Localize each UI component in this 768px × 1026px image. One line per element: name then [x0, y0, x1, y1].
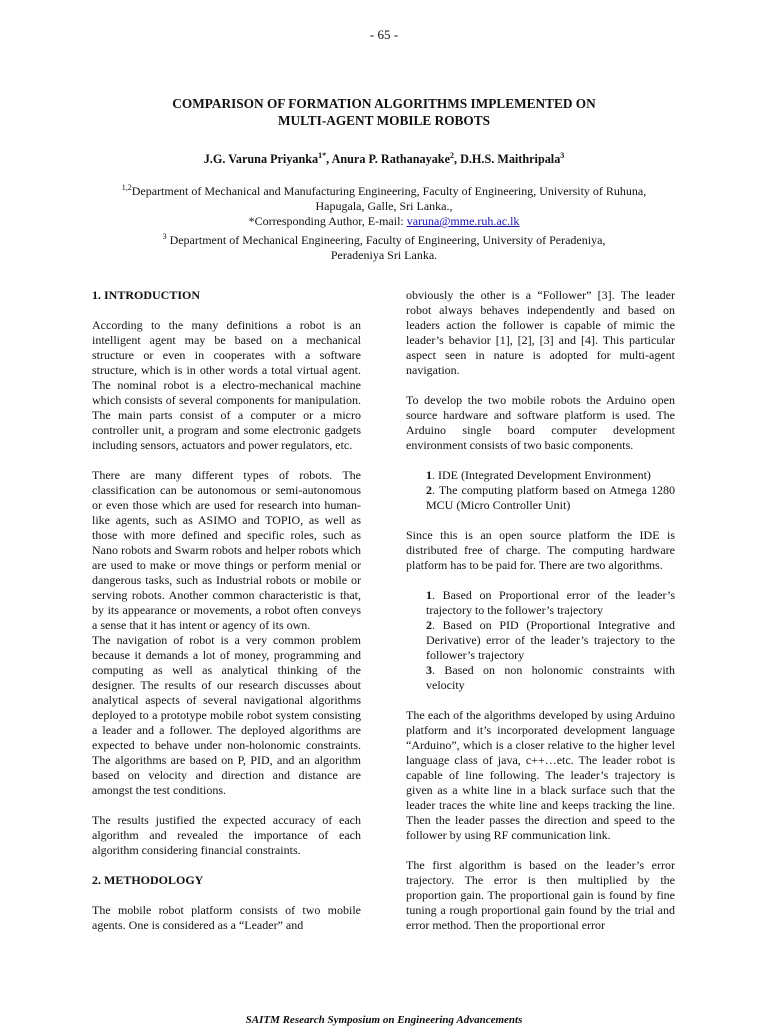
left-column: [92, 288, 361, 948]
affiliation-line: [90, 180, 678, 199]
author-sup: 2: [449, 151, 454, 160]
paragraph: The each of the algorithms developed by using Arduino platform and it’s incorporated development language “Arduino”, which is a closer relative to the higher level language class of java, c++…etc. The leader robot is capable of line following. The leader’s trajectory is given as a white line in a black surface such that the leader traces the white line and keeps tracking the line. Then the leader passes the direction and speed to the follower by using RF communication link.: [406, 708, 675, 842]
list-item: [426, 483, 675, 513]
algorithms-list: [426, 588, 675, 693]
affiliation-line: [90, 229, 678, 248]
paragraph: The mobile robot platform consists of two mobile agents. One is considered as a “Leader” and: [92, 903, 361, 932]
affiliation-text: Department of Mechanical Engineering, Faculty of Engineering, University of Peradeniya,: [166, 233, 606, 247]
list-text: . Based on non holonomic constraints with velocity: [426, 663, 675, 692]
footer: SAITM Research Symposium on Engineering Advancements: [245, 1014, 523, 1026]
paragraph: obviously the other is a “Follower” [3]. The leader robot always behaves independently and based on leaders action the follower is capable of mimic the leader’s behavior [1], [2], [3] and [4]. This particular aspect seen in nature is adopted for multi-agent navigation.: [406, 288, 675, 377]
list-number: 1: [426, 588, 432, 602]
right-column: [406, 288, 675, 948]
affiliations: [90, 180, 678, 263]
list-item: [426, 618, 675, 663]
affiliation-sup: 3: [162, 232, 167, 241]
components-list: [426, 468, 675, 513]
list-text: . IDE (Integrated Development Environment): [432, 468, 651, 482]
corresponding-prefix: *Corresponding Author, E-mail:: [248, 214, 407, 228]
title-line-2: MULTI-AGENT MOBILE ROBOTS: [277, 113, 491, 128]
list-number: 1: [426, 468, 432, 482]
title-line-1: COMPARISON OF FORMATION ALGORITHMS IMPLEMENTED ON: [172, 96, 596, 111]
section-heading-methodology: 2. METHODOLOGY: [92, 873, 204, 887]
list-number: 3: [426, 663, 432, 677]
email-link[interactable]: varuna@mme.ruh.ac.lk: [406, 214, 520, 228]
section-heading-introduction: 1. INTRODUCTION: [92, 288, 201, 302]
list-item: [426, 468, 675, 483]
corresponding-author: [90, 214, 678, 229]
affiliation-text: Department of Mechanical and Manufacturing Engineering, Faculty of Engineering, University of Ruhuna,: [131, 184, 647, 198]
author-name: J.G. Varuna Priyanka: [203, 152, 319, 167]
paragraph: The results justified the expected accuracy of each algorithm and revealed the importance of each algorithm considering financial constraints.: [92, 813, 361, 857]
author-list: J.G. Varuna Priyanka$^{1*}$, Anura P. Rathanayake$^2$, D.H.S. Maithripala$^3$: [203, 151, 565, 167]
paragraph: According to the many definitions a robot is an intelligent agent may be based on a mechanical structure or even in cooperates with a software structure, which is in other words a total virtual agent. The nominal robot is a electro-mechanical machine which consists of several components for manipulation. The main parts consist of a computer or a micro controller unit, a program and some electronic gadgets including sensors, actuators and power regulators, etc.: [92, 318, 361, 452]
list-item: [426, 663, 675, 693]
author-sup: 3: [560, 151, 565, 160]
list-number: 2: [426, 618, 432, 632]
paragraph: There are many different types of robots. The classification can be autonomous or semi-autonomous or even those which are used for research into human-like agents, such as ASIMO and TOPIO, as well as those with more defined and specific roles, such as Nano robots and Swarm robots and helper robots which are used to make or move things or perform menial or dangerous tasks, such as Industrial robots or mobile or serving robots. Another common characteristic is that, by its appearance or movements, a robot often conveys a sense that it has intent or agency of its own.: [92, 468, 361, 632]
paragraph: The navigation of robot is a very common problem because it demands a lot of money, programming and computing as well as analytical thinking of the designer. The results of our research discusses about analytical aspects of several navigational algorithms deployed to a prototype mobile robot system consisting a leader and a follower. The deployed algorithms are expected to behave under non-holonomic constraints. The algorithms are based on P, PID, and an algorithm based on velocity and direction and distance are amongst the test conditions.: [92, 633, 361, 797]
page-number: - 65 -: [369, 27, 399, 42]
list-text: . Based on PID (Proportional Integrative and Derivative) error of the leader’s trajectory to the follower’s trajectory: [426, 618, 675, 662]
affiliation-sup: 1,2: [121, 183, 132, 192]
paragraph: The first algorithm is based on the leader’s error trajectory. The error is then multiplied by the proportion gain. The proportional gain is found by fine tuning a rough proportional gain found by the trial and error method. Then the proportional error: [406, 858, 675, 932]
paper-title: [90, 95, 678, 129]
affiliation-line: Peradeniya Sri Lanka.: [330, 248, 438, 262]
paragraph: Since this is an open source platform the IDE is distributed free of charge. The computing hardware platform has to be paid for. There are two algorithms.: [406, 528, 675, 572]
affiliation-line: Hapugala, Galle, Sri Lanka.,: [315, 199, 453, 213]
list-text: . The computing platform based on Atmega 1280 MCU (Micro Controller Unit): [426, 483, 675, 512]
list-number: 2: [426, 483, 432, 497]
list-text: . Based on Proportional error of the leader’s trajectory to the follower’s trajectory: [426, 588, 675, 617]
list-item: [426, 588, 675, 618]
author-sup: 1*: [318, 151, 327, 160]
paragraph: To develop the two mobile robots the Arduino open source hardware and software platform is used. The Arduino single board computer development environment consists of two basic components.: [406, 393, 675, 452]
author-name: Anura P. Rathanayake: [331, 152, 450, 167]
author-name: D.H.S. Maithripala: [460, 152, 561, 167]
